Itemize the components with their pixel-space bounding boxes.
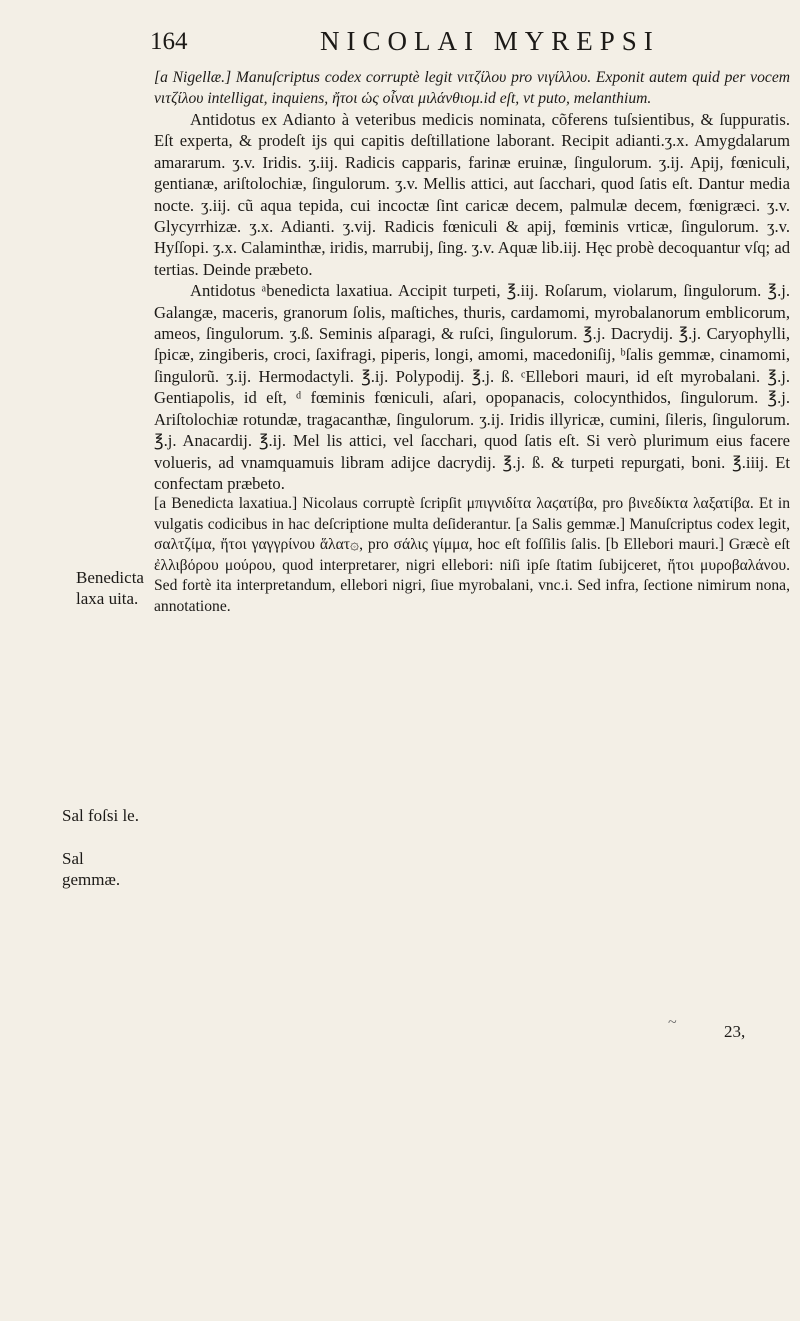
annotation-benedicta: [a Benedicta laxatiua.] Nicolaus corruptè ſcripſit μπιγνιδίτα λαϛατίβα, pro βινεδίκτα λαξατίβα. Et in vulgatis codicibus in hac deſcriptione multa deſiderantur. [a Salis gemmæ.] Manuſcriptus codex legit, σαλτζίμα, ἤτοι γαγγρίνου ἅλατ۞, pro σάλις γίμμα, hoc eſt foſſilis ſalis. [b Ellebori mauri.] Græcè eſt ἐλλιβόρου μούρου, quod interpretarer, nigri ellebori: niſi ipſe ſtatim ſubijceret, ἤτοι μυροβαλάνου. Sed fortè ita interpretandum, ellebori nigri, ſiue myrobalani, vnc.i. Sed infra, ſectione nimirum nona, annotatione.	[154, 495, 790, 615]
running-title: NICOLAI MYREPSI	[320, 26, 660, 56]
paragraph-antidotus-adianto: Antidotus ex Adianto à veteribus medicis nominata, cõferens tuſsientibus, & ſuppuratis. Eſt experta, & prodeſt ijs qui capitis deſtillatione laborant. Recipit adianti.ʒ.x. Amygdalarum amararum. ʒ.v. Iridis. ʒ.iij. Radicis capparis, farinæ eruinæ, ſingulorum. ʒ.ij. Apij, fœniculi, gentianæ, ariſtolochiæ, ſingulorum. ʒ.v. Mellis attici, aut ſacchari, quod ſatis eſt. Dantur media nocte. ʒ.iij. cũ aqua tepida, cui incoctæ ſint caricæ decem, palmulæ decem, fœnigræci. ʒ.v. Glycyrrhizæ. ʒ.x. Adianti. ʒ.vij. Radicis fœniculi & apij, fœminis vrticæ, ſingulorum. ʒ.v. Hyſſopi. ʒ.x. Calaminthæ, iridis, marrubij, ſing. ʒ.v. Aquæ lib.iij. Hęc probè decoquantur vſq; ad tertias. Deinde præbeto.	[154, 110, 790, 279]
margin-note-sal-fossile: Sal foſsi le.	[62, 806, 139, 825]
paragraph-antidotus-benedicta: Antidotus ᵃbenedicta laxatiua. Accipit turpeti, ℥.iij. Roſarum, violarum, ſingulorum. ℥.j. Galangæ, maceris, granorum ſolis, maſtiches, thuris, cardamomi, myrobalanorum emblicorum, ameos, ſingulorum. ʒ.ß. Seminis aſparagi, & ruſci, ſingulorum. ℥.j. Dacrydij. ℥.j. Caryophylli, ſpicæ, zingiberis, croci, ſaxifragi, piperis, longi, amomi, macedoniſij, ᵇſalis gemmæ, cinamomi, ſingulorũ. ʒ.ij. Hermodactyli. ℥.ij. Polypodij. ℥.j. ß. ᶜEllebori mauri, id eſt myrobalani. ℥.j. Gentiapolis, id eſt, ᵈ fœminis fœniculi, aſari, opopanacis, colocynthidos, ſingulorum. ℥.j. Ariſtolochiæ rotundæ, tragacanthæ, ſingulorum. ʒ.ij. Iridis illyricæ, cumini, ſileris, ſingulorum. ℥.j. Anacardij. ℥.ij. Mel lis attici, vel ſacchari, quod ſatis eſt. Si verò plurimum eius facere volueris, ad vnamquamuis libram adijce dacrydij. ℥.j. ß. & turpeti repurgati, boni. ℥.iiij. Et confectam præbeto.	[154, 281, 790, 493]
margin-note-sal-gemmae: Sal gemmæ.	[62, 849, 121, 889]
annotation-nigellae: [a Nigellæ.] Manuſcriptus codex corruptè legit νιτζίλου pro νιγίλλου. Exponit autem quid per vocem νιτζίλου intelligat, inquiens, ἤτοι ὡς οἶναι μιλάνθιομ.id eſt, vt puto, melanthium.	[154, 69, 790, 107]
page-number: 164	[150, 28, 188, 55]
page-header	[150, 22, 750, 62]
text-body	[154, 68, 790, 617]
footer-mark: ~	[668, 1014, 677, 1031]
margin-note-benedicta: Benedicta laxa uita.	[76, 568, 144, 608]
catchword: 23,	[724, 1022, 746, 1041]
